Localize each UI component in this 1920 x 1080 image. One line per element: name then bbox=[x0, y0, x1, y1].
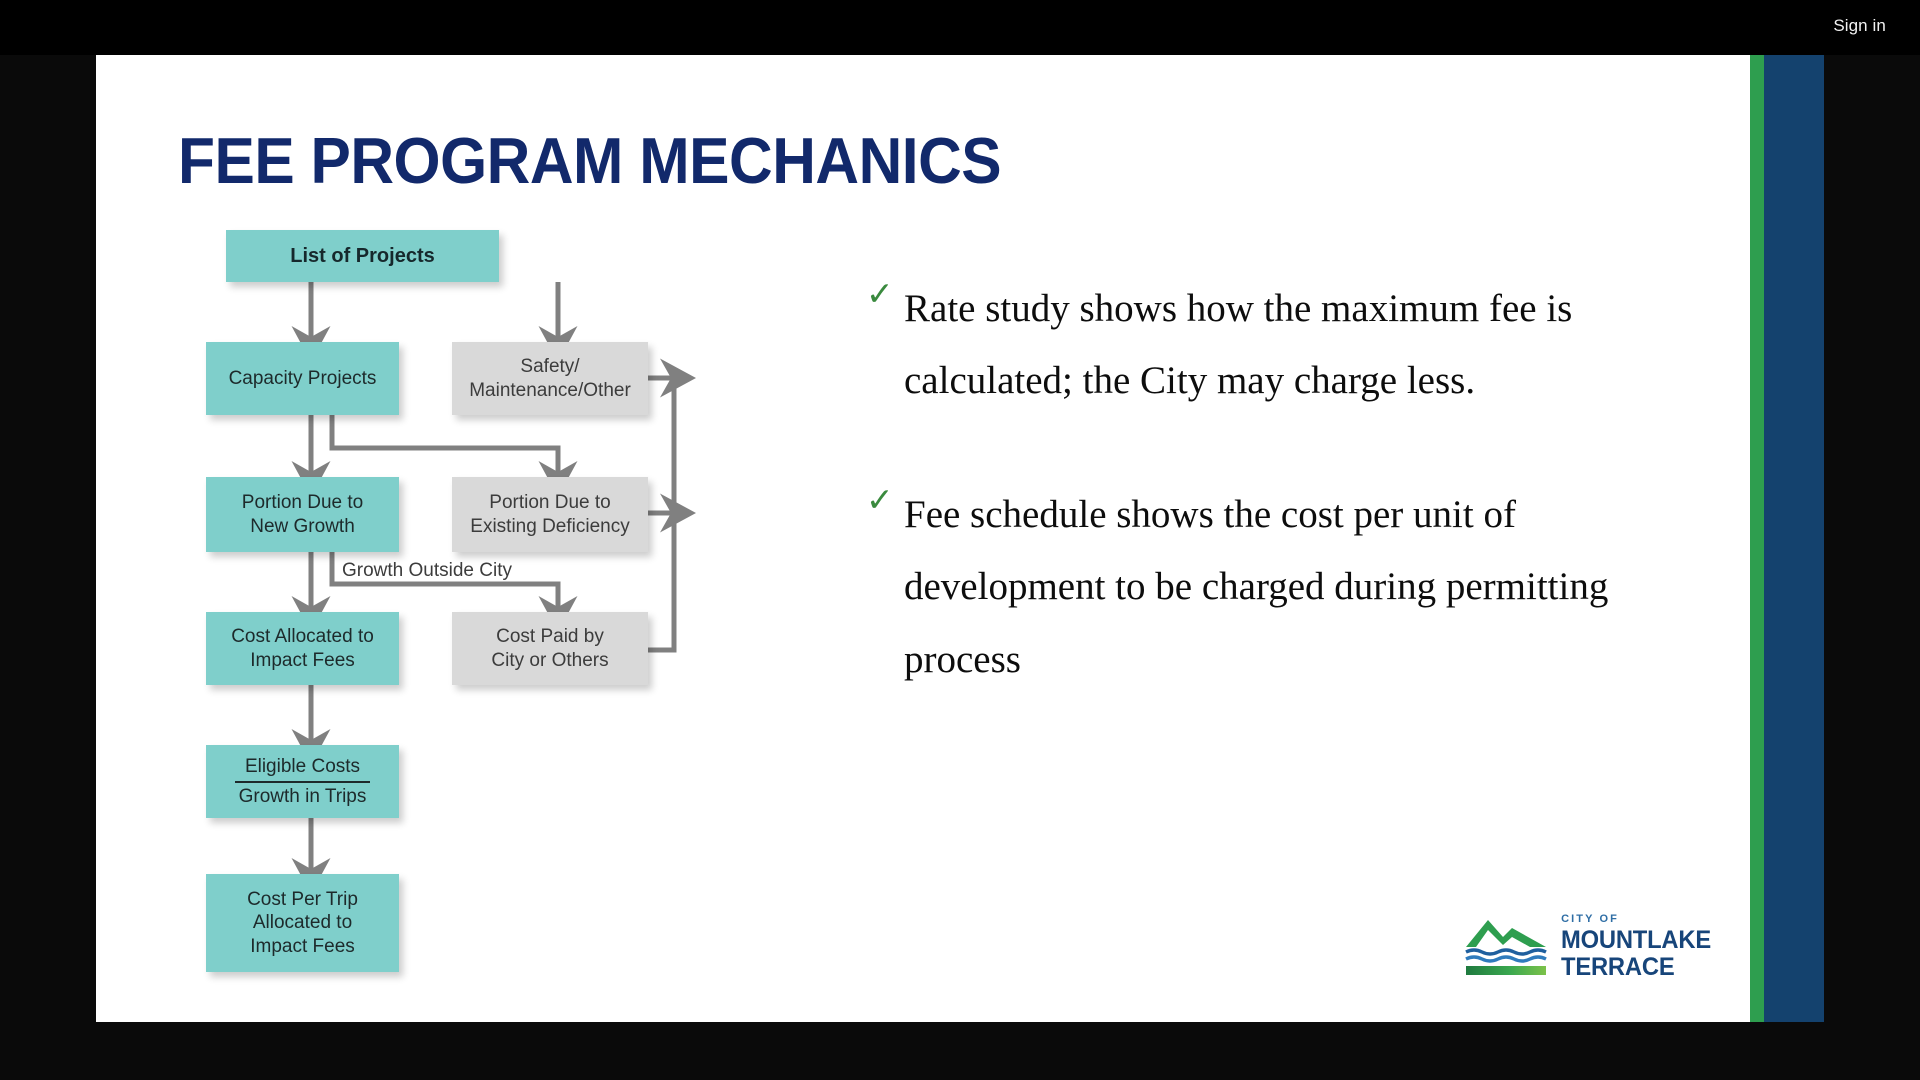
logo-line-mountlake: MOUNTLAKE bbox=[1561, 926, 1712, 954]
flow-node-cost-per-trip-allocated-impact-fees bbox=[206, 874, 399, 972]
flow-node-safety-maintenance-other bbox=[452, 342, 648, 415]
letterbox-left bbox=[0, 0, 96, 1080]
flow-node-label: Capacity Projects bbox=[228, 367, 377, 389]
bullet-text: Rate study shows how the maximum fee is calculated; the City may charge less. bbox=[904, 287, 1573, 403]
flow-node-list-of-projects bbox=[226, 230, 499, 282]
flow-node-label-line1: Cost Allocated to bbox=[231, 626, 374, 648]
flow-edge-label-growth-outside-city: Growth Outside City bbox=[342, 560, 512, 581]
letterbox-right bbox=[1824, 0, 1920, 1080]
flow-node-label-line1: Cost Paid by bbox=[496, 626, 604, 648]
check-icon: ✓ bbox=[866, 480, 894, 520]
flow-node-eligible-costs-over-growth-in-trips bbox=[206, 745, 399, 818]
fee-program-flowchart bbox=[206, 230, 866, 990]
flow-node-label-line2: Maintenance/Other bbox=[469, 379, 631, 401]
flow-node-label-line1: Portion Due to bbox=[489, 492, 611, 514]
flow-node-label-line3: Impact Fees bbox=[250, 935, 355, 957]
check-icon: ✓ bbox=[866, 274, 894, 313]
sign-in-button[interactable]: Sign in bbox=[1833, 16, 1886, 35]
accent-stripe-blue bbox=[1764, 55, 1824, 1022]
logo-line-terrace: TERRACE bbox=[1561, 953, 1675, 981]
flow-node-label-line2: New Growth bbox=[250, 515, 355, 537]
logo-wordmark bbox=[1561, 914, 1719, 980]
slide-canvas bbox=[96, 55, 1824, 1022]
flow-node-label-line2: Existing Deficiency bbox=[470, 515, 630, 537]
page-title: FEE PROGRAM MECHANICS bbox=[178, 124, 1002, 197]
flow-node-label-line2: Allocated to bbox=[252, 912, 353, 934]
flow-node-label-line1: Safety/ bbox=[520, 356, 580, 378]
logo-city-of: CITY OF bbox=[1561, 913, 1619, 925]
top-chrome-bar bbox=[0, 0, 1920, 55]
flow-node-portion-new-growth bbox=[206, 477, 399, 552]
mountain-water-logo-icon bbox=[1463, 916, 1549, 978]
flow-node-portion-existing-deficiency bbox=[452, 477, 648, 552]
bullet-item bbox=[866, 479, 1676, 695]
bullet-item bbox=[866, 273, 1676, 417]
flow-node-label-line2: Impact Fees bbox=[250, 649, 355, 671]
city-logo bbox=[1463, 914, 1719, 980]
fraction-denominator: Growth in Trips bbox=[238, 785, 367, 807]
fraction bbox=[235, 755, 371, 807]
flow-node-label: List of Projects bbox=[290, 244, 435, 267]
fraction-numerator: Eligible Costs bbox=[244, 756, 361, 778]
bullet-text: Fee schedule shows the cost per unit of development to be charged during permitting process bbox=[904, 493, 1609, 681]
accent-stripe-green bbox=[1750, 55, 1764, 1022]
flow-node-label-line2: City or Others bbox=[491, 649, 609, 671]
flow-node-cost-paid-by-city-or-others bbox=[452, 612, 648, 685]
flow-node-cost-allocated-impact-fees bbox=[206, 612, 399, 685]
flow-node-label-line1: Portion Due to bbox=[241, 492, 364, 514]
flow-node-capacity-projects bbox=[206, 342, 399, 415]
bullet-list bbox=[866, 273, 1676, 758]
flow-node-label-line1: Cost Per Trip bbox=[247, 889, 358, 911]
